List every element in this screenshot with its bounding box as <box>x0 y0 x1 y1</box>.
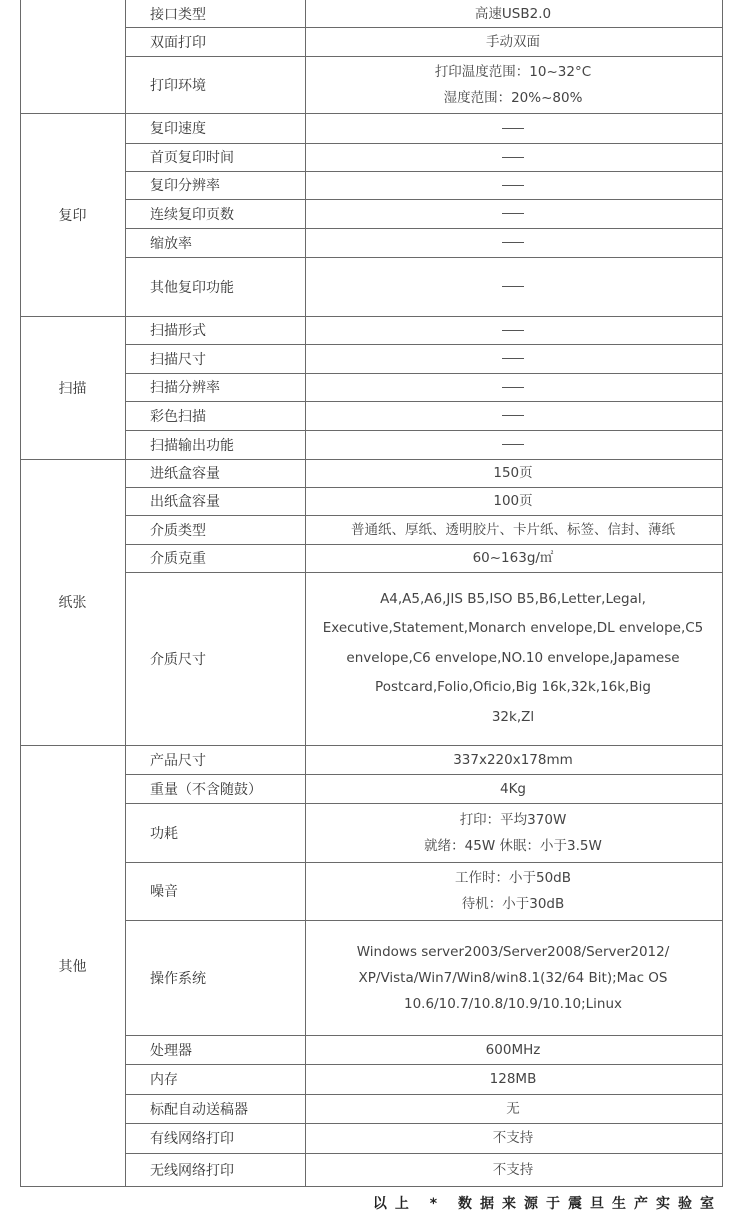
spec-value <box>305 459 721 487</box>
category-label: 纸张 <box>58 595 87 611</box>
spec-value-line: Executive,Statement,Monarch envelope,DL envelope,C5 <box>322 620 704 637</box>
not-applicable-dash <box>502 128 524 129</box>
spec-value <box>305 487 721 515</box>
spec-value <box>305 920 721 1035</box>
spec-value <box>305 803 721 862</box>
spec-label: 接口类型 <box>150 6 206 23</box>
not-applicable-dash <box>502 358 524 359</box>
spec-label: 产品尺寸 <box>150 752 206 769</box>
spec-label: 无线网络打印 <box>150 1162 234 1179</box>
spec-value <box>305 745 721 774</box>
spec-value <box>305 515 721 544</box>
spec-label: 其他复印功能 <box>150 279 234 296</box>
spec-value <box>305 1035 721 1064</box>
spec-label: 内存 <box>150 1072 178 1088</box>
spec-value <box>305 56 721 113</box>
table-border-vertical <box>722 0 723 1187</box>
spec-label: 扫描输出功能 <box>150 437 234 454</box>
spec-value-line: 不支持 <box>492 1130 534 1146</box>
category-label: 复印 <box>58 207 87 224</box>
not-applicable-dash <box>502 330 524 331</box>
spec-label: 连续复印页数 <box>150 206 234 223</box>
not-applicable-dash <box>502 286 524 287</box>
spec-value-line: 湿度范围：20%~80% <box>443 89 583 106</box>
spec-value-line: 打印：平均370W <box>459 811 567 828</box>
spec-value <box>305 1153 721 1186</box>
spec-label: 功耗 <box>150 825 178 842</box>
spec-label: 介质类型 <box>150 522 206 539</box>
spec-value <box>305 1094 721 1123</box>
spec-label: 操作系统 <box>150 970 206 987</box>
spec-value <box>305 1064 721 1094</box>
spec-label: 复印分辨率 <box>150 178 220 194</box>
spec-value-line: Postcard,Folio,Oficio,Big 16k,32k,16k,Big <box>375 679 651 696</box>
spec-label: 出纸盒容量 <box>150 494 220 510</box>
spec-value-line: 不支持 <box>492 1161 534 1178</box>
spec-value-line: 待机：小于30dB <box>461 896 565 912</box>
spec-value-line: 600MHz <box>485 1041 541 1058</box>
spec-label: 缩放率 <box>150 235 192 252</box>
spec-value <box>305 544 721 572</box>
not-applicable-dash <box>502 185 524 186</box>
spec-value <box>305 862 721 920</box>
spec-label: 进纸盒容量 <box>150 466 220 482</box>
spec-value <box>305 774 721 803</box>
spec-label: 扫描尺寸 <box>150 351 206 368</box>
spec-value <box>305 373 721 401</box>
spec-value-line: 就绪：45W 休眠：小于3.5W <box>424 837 602 854</box>
spec-value <box>305 344 721 373</box>
spec-label: 双面打印 <box>150 34 206 51</box>
spec-value-line: 打印温度范围：10~32°C <box>434 63 592 80</box>
spec-label: 重量（不含随鼓） <box>150 781 262 798</box>
category-label: 扫描 <box>58 380 87 397</box>
not-applicable-dash <box>502 415 524 416</box>
spec-label: 扫描形式 <box>150 323 206 339</box>
spec-label: 扫描分辨率 <box>150 380 220 396</box>
spec-label: 处理器 <box>150 1042 192 1059</box>
spec-label: 首页复印时间 <box>150 150 234 166</box>
spec-value <box>305 430 721 459</box>
spec-value <box>305 113 721 143</box>
spec-value-line: 128MB <box>489 1071 537 1087</box>
spec-value <box>305 143 721 171</box>
spec-label: 标配自动送稿器 <box>150 1101 248 1118</box>
spec-label: 噪音 <box>150 884 178 900</box>
spec-value <box>305 572 721 745</box>
spec-value-line: 60~163g/㎡ <box>472 550 554 566</box>
spec-label: 打印环境 <box>150 77 206 94</box>
not-applicable-dash <box>502 157 524 158</box>
spec-value-line: 手动双面 <box>486 33 540 50</box>
spec-value <box>305 228 721 257</box>
table-border-vertical <box>125 0 126 1187</box>
spec-value <box>305 401 721 430</box>
spec-value <box>305 0 721 27</box>
spec-value <box>305 1123 721 1153</box>
spec-value-line: 150页 <box>493 465 533 481</box>
spec-value <box>305 316 721 344</box>
spec-value-line: 4Kg <box>499 780 526 797</box>
not-applicable-dash <box>502 242 524 243</box>
spec-label: 彩色扫描 <box>150 408 206 425</box>
spec-value-line: 工作时：小于50dB <box>454 870 571 886</box>
spec-label: 介质克重 <box>150 551 206 567</box>
spec-value-line: 100页 <box>493 493 533 509</box>
spec-label: 复印速度 <box>150 121 206 137</box>
spec-value-line: Windows server2003/Server2008/Server2012/ <box>356 943 670 960</box>
spec-value <box>305 199 721 228</box>
spec-value-line: envelope,C6 envelope,NO.10 envelope,Japamese <box>346 649 680 666</box>
spec-value-line: A4,A5,A6,JIS B5,ISO B5,B6,Letter,Legal, <box>380 590 646 607</box>
spec-value-line: 无 <box>506 1100 520 1117</box>
spec-value-line: XP/Vista/Win7/Win8/win8.1(32/64 Bit);Mac OS <box>358 969 668 986</box>
data-source-note: 以上 * 数据来源于震旦生产实验室 <box>372 1196 722 1212</box>
spec-value-line: 高速USB2.0 <box>474 5 552 22</box>
spec-value <box>305 171 721 199</box>
category-label: 其他 <box>58 958 87 975</box>
spec-label: 介质尺寸 <box>150 651 206 668</box>
spec-label: 有线网络打印 <box>150 1131 234 1147</box>
not-applicable-dash <box>502 213 524 214</box>
spec-value-line: 10.6/10.7/10.8/10.9/10.10;Linux <box>404 995 622 1012</box>
spec-value-line: 普通纸、厚纸、透明胶片、卡片纸、标签、信封、薄纸 <box>351 521 675 538</box>
not-applicable-dash <box>502 387 524 388</box>
spec-value <box>305 257 721 316</box>
section-divider <box>20 1186 723 1187</box>
spec-value-line: 337x220x178mm <box>453 751 573 768</box>
spec-value <box>305 27 721 56</box>
not-applicable-dash <box>502 444 524 445</box>
spec-value-line: 32k,Zl <box>491 708 535 725</box>
